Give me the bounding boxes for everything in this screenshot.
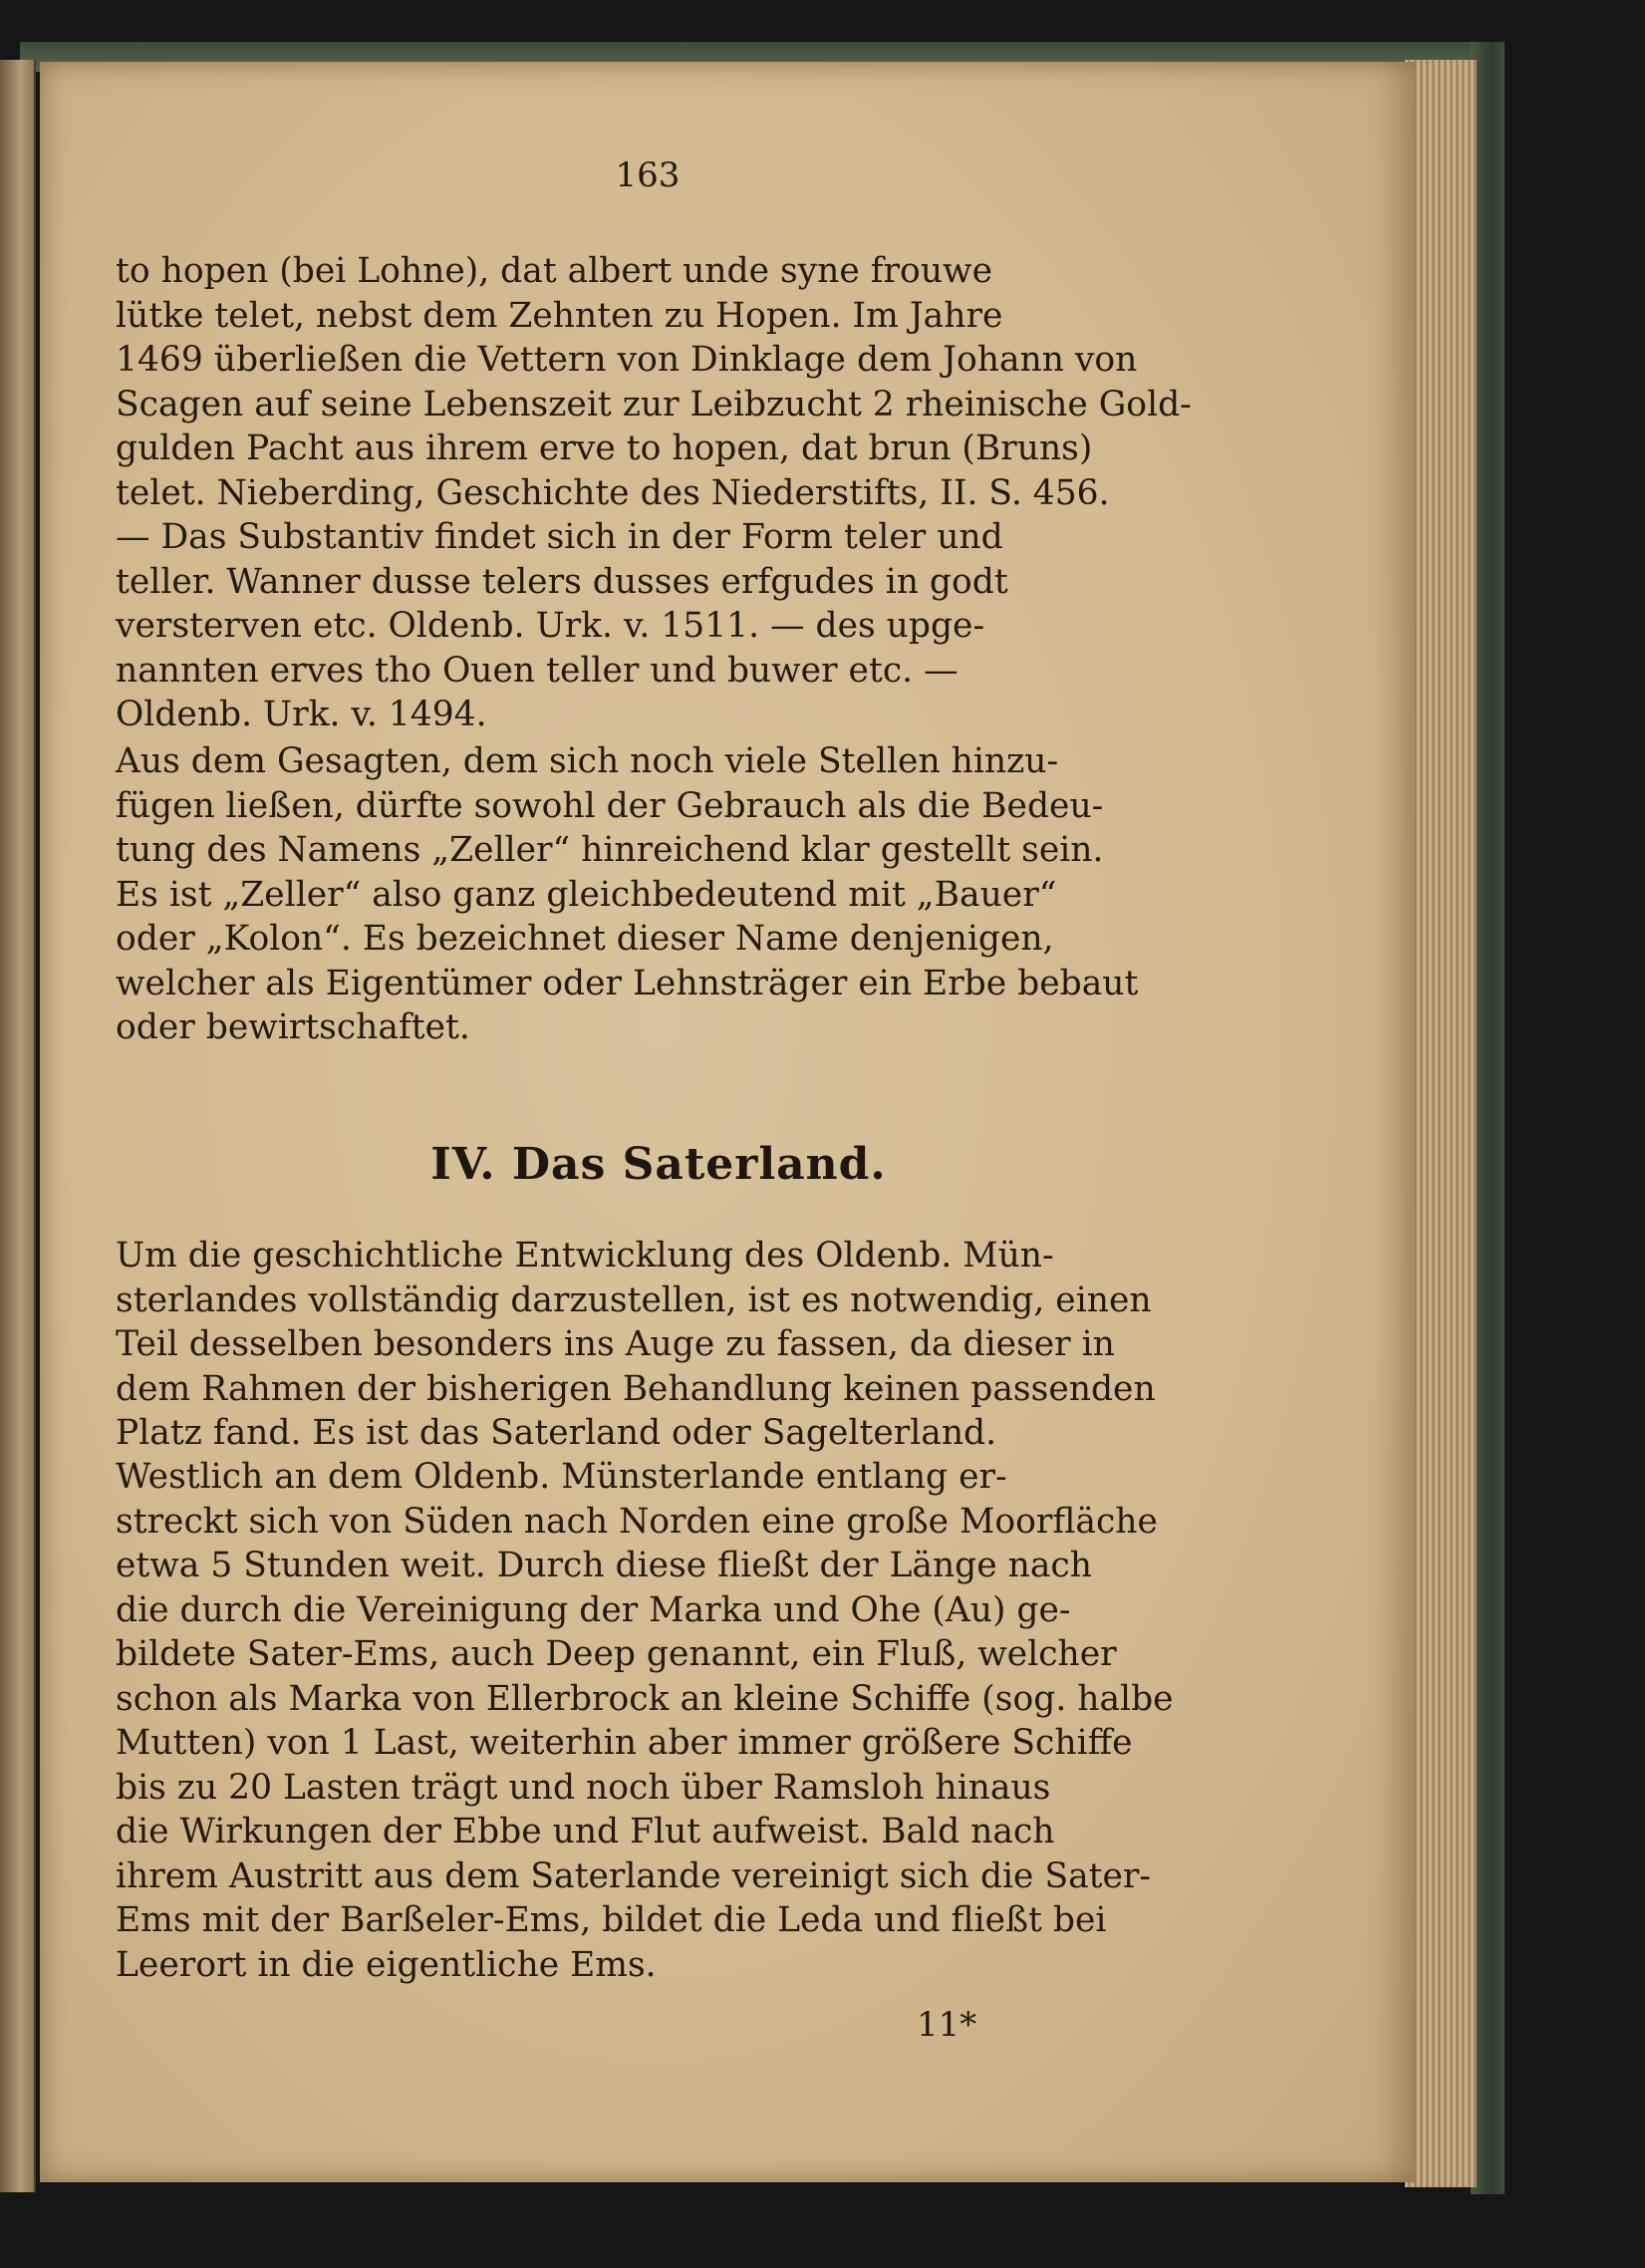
paragraph-saterland-intro: Um die geschichtliche Entwicklung des Oldenb. Mün- sterlandes vollständig darzustellen, ist es notwendig, einen Teil desselben besonders ins Auge zu fassen, da dieser in dem Rahmen der bisherigen Behandlung keinen passenden Platz fand. Es ist das Saterland oder Sagelterland. xyxy=(116,1236,1156,1453)
page-edges xyxy=(1405,60,1477,2187)
paragraph-saterland-geography: Westlich an dem Oldenb. Münsterlande entlang er- streckt sich von Süden nach Norden eine große Moorfläche etwa 5 Stunden weit. Durch diese fließt der Länge nach die durch die Vereinigung der Marka und Ohe (Au) ge- bildete Sater-Ems, auch Deep genannt, ein Fluß, welcher schon als Marka von Ellerbrock an kleine Schiffe (sog. halbe Mutten) von 1 Last, weiterhin aber immer größere Schiffe bis zu 20 Lasten trägt und noch über Ramsloh hinaus die Wirkungen der Ebbe und Flut aufweist. Bald nach ihrem Austritt aus dem Saterlande vereinigt sich die Sater- Ems mit der Barßeler-Ems, bildet die Leda und fließt bei Leerort in die eigentliche Ems. xyxy=(116,1457,1174,1985)
paragraph-zeller: Aus dem Gesagten, dem sich noch viele Stellen hinzu- fügen ließen, dürfte sowohl der Gebrauch als die Bedeu- tung des Namens „Zeller“ hinreichend klar gestellt sein. Es ist „Zeller“ also ganz gleichbedeutend mit „Bauer“ oder „Kolon“. Es bezeichnet dieser Name denjenigen, welcher als Eigentümer oder Lehnsträger ein Erbe bebaut oder bewirtschaftet. xyxy=(116,741,1139,1047)
signature-mark: 11* xyxy=(917,2005,977,2045)
page-number: 163 xyxy=(615,155,681,195)
left-page-edge xyxy=(0,60,36,2192)
section-heading: IV. Das Saterland. xyxy=(430,1139,887,1190)
paragraph-continuation: to hopen (bei Lohne), dat albert unde syne frouwe lütke telet, nebst dem Zehnten zu Hopen. Im Jahre 1469 überließen die Vettern von Dinklage dem Johann von Scagen auf seine Lebenszeit zur Leibzucht 2 rheinische Gold- gulden Pacht aus ihrem erve to hopen, dat brun (Bruns) telet. Nieberding, Geschichte des Niederstifts, II. S. 456. — Das Substantiv findet sich in der Form teler und teller. Wanner dusse telers dusses erfgudes in godt versterven etc. Oldenb. Urk. v. 1511. — des upge- nannten erves tho Ouen teller und buwer etc. — Oldenb. Urk. v. 1494. xyxy=(116,251,1192,734)
